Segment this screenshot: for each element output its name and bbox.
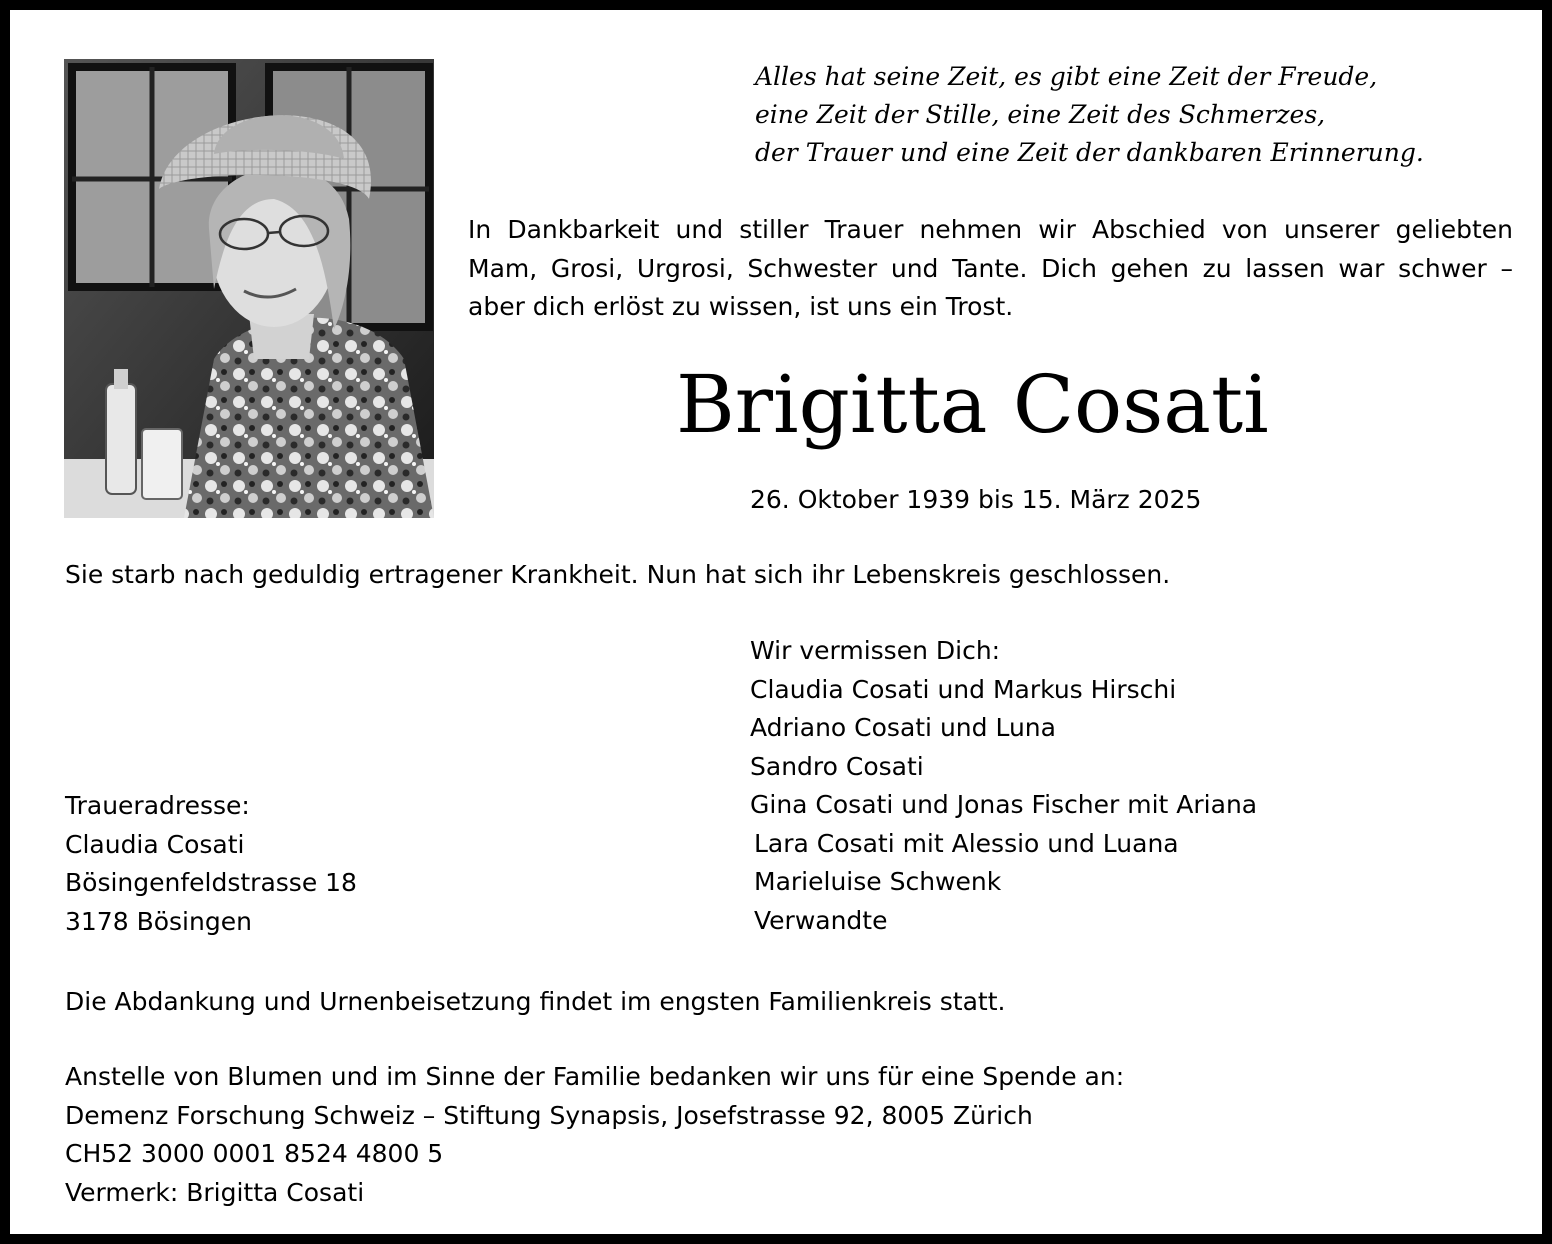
deceased-name: Brigitta Cosati: [676, 358, 1269, 451]
quote-line: der Trauer und eine Zeit der dankbaren Erinnerung.: [755, 138, 1424, 167]
life-dates: 26. Oktober 1939 bis 15. März 2025: [750, 485, 1202, 514]
address-street: Bösingenfeldstrasse 18: [65, 868, 357, 897]
family-member: Marieluise Schwenk: [754, 867, 1002, 896]
family-list: [750, 632, 1257, 940]
intro-paragraph: [468, 211, 1513, 327]
quote: [755, 58, 1424, 172]
family-member: Lara Cosati mit Alessio und Luana: [754, 828, 1179, 858]
family-member: Adriano Cosati und Luna: [750, 713, 1056, 742]
mourning-address: [65, 787, 357, 941]
donation-intro: Anstelle von Blumen und im Sinne der Familie bedanken wir uns für eine Spende an:: [65, 1062, 1125, 1091]
family-member: Verwandte: [754, 905, 888, 935]
quote-line: Alles hat seine Zeit, es gibt eine Zeit der Freude,: [755, 62, 1378, 91]
died-text: Sie starb nach geduldig ertragener Krankheit. Nun hat sich ihr Lebenskreis geschlossen.: [65, 560, 1171, 589]
family-member: Gina Cosati und Jonas Fischer mit Ariana: [750, 790, 1258, 819]
address-city: 3178 Bösingen: [65, 906, 252, 936]
donation-organization: Demenz Forschung Schweiz – Stiftung Synapsis, Josefstrasse 92, 8005 Zürich: [65, 1100, 1033, 1130]
family-member: Sandro Cosati: [750, 751, 924, 781]
donation-info: [65, 1058, 1124, 1212]
intro-line: In Dankbarkeit und stiller Trauer nehmen wir Abschied von unserer geliebten: [468, 215, 1513, 244]
portrait-photo: [64, 59, 434, 518]
donation-iban: CH52 3000 0001 8524 4800 5: [65, 1139, 444, 1168]
quote-line: eine Zeit der Stille, eine Zeit des Schmerzes,: [755, 100, 1326, 129]
ceremony-text: Die Abdankung und Urnenbeisetzung findet im engsten Familienkreis statt.: [65, 987, 1006, 1016]
donation-note: Vermerk: Brigitta Cosati: [65, 1177, 365, 1207]
address-name: Claudia Cosati: [65, 829, 245, 859]
family-heading: Wir vermissen Dich:: [750, 636, 1001, 665]
intro-line: aber dich erlöst zu wissen, ist uns ein Trost.: [468, 292, 1014, 321]
family-member: Claudia Cosati und Markus Hirschi: [750, 674, 1177, 704]
intro-line: Mam, Grosi, Urgrosi, Schwester und Tante. Dich gehen zu lassen war schwer –: [468, 253, 1513, 283]
address-heading: Traueradresse:: [65, 791, 250, 820]
portrait-image: [64, 59, 434, 518]
